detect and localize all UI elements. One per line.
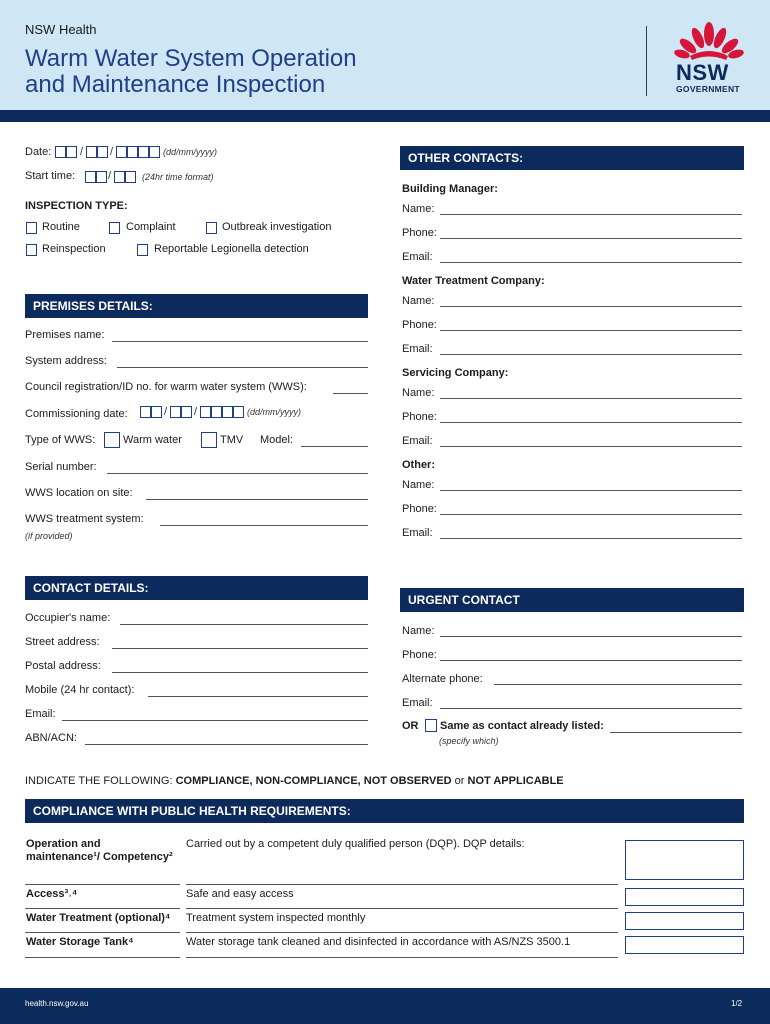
date-day-box[interactable]	[55, 146, 66, 158]
start-minute-box[interactable]	[114, 171, 125, 183]
start-time-label: Start time:	[25, 170, 76, 182]
row-divider	[186, 884, 618, 885]
urgent-name-label: Name:	[402, 625, 435, 637]
legionella-label: Reportable Legionella detection	[154, 243, 309, 255]
oth-email-field[interactable]	[440, 538, 742, 539]
date-separator: /	[164, 406, 168, 418]
postal-address-field[interactable]	[112, 672, 368, 673]
commission-year-box-4[interactable]	[233, 406, 244, 418]
wws-location-field[interactable]	[146, 499, 368, 500]
urgent-email-field[interactable]	[440, 708, 742, 709]
routine-label: Routine	[42, 221, 80, 233]
wtc-name-label: Name:	[402, 295, 435, 307]
model-field[interactable]	[301, 446, 368, 447]
occupier-name-field[interactable]	[120, 624, 368, 625]
warm-water-checkbox[interactable]	[104, 432, 120, 448]
tmv-label: TMV	[220, 434, 244, 446]
commissioning-date-label: Commissioning date:	[25, 408, 128, 420]
building-manager-heading: Building Manager:	[402, 183, 498, 195]
contact-details-banner: CONTACT DETAILS:	[25, 576, 368, 600]
outbreak-label: Outbreak investigation	[222, 221, 332, 233]
compliance-item-operation: Operation and maintenance¹/ Competency²	[26, 838, 173, 863]
commission-year-box-2[interactable]	[211, 406, 222, 418]
premises-details-banner: PREMISES DETAILS:	[25, 294, 368, 318]
indicate-options-b: NOT APPLICABLE	[467, 775, 564, 787]
complaint-checkbox[interactable]	[109, 222, 120, 234]
compliance-req-storage-tank: Water storage tank cleaned and disinfected in accordance with AS/NZS 3500.1	[186, 936, 571, 948]
compliance-req-access: Safe and easy access	[186, 888, 294, 900]
commission-year-box-3[interactable]	[222, 406, 233, 418]
urgent-phone-label: Phone:	[402, 649, 437, 661]
oth-name-field[interactable]	[440, 490, 742, 491]
oth-name-label: Name:	[402, 479, 435, 491]
row-divider	[25, 957, 180, 958]
start-minute-box-2[interactable]	[125, 171, 136, 183]
council-id-field[interactable]	[333, 393, 368, 394]
footer-url: health.nsw.gov.au	[25, 999, 89, 1008]
oth-phone-label: Phone:	[402, 503, 437, 515]
compliance-item-water-treatment: Water Treatment (optional)⁴	[26, 912, 171, 924]
wtc-email-label: Email:	[402, 343, 433, 355]
wws-treatment-field[interactable]	[160, 525, 368, 526]
row-divider	[25, 908, 180, 909]
wtc-email-field[interactable]	[440, 354, 742, 355]
date-month-box-2[interactable]	[97, 146, 108, 158]
reinspection-checkbox[interactable]	[26, 244, 37, 256]
same-as-label: Same as contact already listed:	[440, 720, 604, 732]
date-year-box-3[interactable]	[138, 146, 149, 158]
compliance-req-operation: Carried out by a competent duly qualified person (DQP). DQP details:	[186, 838, 525, 850]
commission-month-box-2[interactable]	[181, 406, 192, 418]
row-divider	[25, 884, 180, 885]
routine-checkbox[interactable]	[26, 222, 37, 234]
wtc-name-field[interactable]	[440, 306, 742, 307]
inspection-type-heading: INSPECTION TYPE:	[25, 200, 128, 212]
or-label: OR	[402, 720, 419, 732]
compliance-req-water-treatment: Treatment system inspected monthly	[186, 912, 366, 924]
servicing-company-heading: Servicing Company:	[402, 367, 509, 379]
street-address-label: Street address:	[25, 636, 100, 648]
indicate-prefix: INDICATE THE FOLLOWING:	[25, 775, 176, 787]
compliance-banner: COMPLIANCE WITH PUBLIC HEALTH REQUIREMENTS:	[25, 799, 744, 823]
sc-phone-field[interactable]	[440, 422, 742, 423]
council-id-label: Council registration/ID no. for warm water system (WWS):	[25, 381, 307, 393]
logo-subtitle: GOVERNMENT	[676, 84, 740, 94]
tmv-checkbox[interactable]	[201, 432, 217, 448]
page-footer	[0, 988, 770, 1024]
date-year-box-2[interactable]	[127, 146, 138, 158]
sc-email-label: Email:	[402, 435, 433, 447]
compliance-item-access: Access³˒⁴	[26, 888, 78, 900]
date-separator: /	[80, 146, 84, 158]
row-divider	[186, 957, 618, 958]
bm-phone-field[interactable]	[440, 238, 742, 239]
wtc-phone-field[interactable]	[440, 330, 742, 331]
outbreak-checkbox[interactable]	[206, 222, 217, 234]
bm-email-label: Email:	[402, 251, 433, 263]
abn-acn-label: ABN/ACN:	[25, 732, 77, 744]
commission-year-box[interactable]	[200, 406, 211, 418]
commission-month-box[interactable]	[170, 406, 181, 418]
commission-day-box[interactable]	[140, 406, 151, 418]
indicate-or: or	[451, 775, 468, 787]
oth-email-label: Email:	[402, 527, 433, 539]
sc-name-label: Name:	[402, 387, 435, 399]
date-format-hint: (dd/mm/yyyy)	[163, 147, 217, 157]
wws-location-label: WWS location on site:	[25, 487, 133, 499]
date-year-box-4[interactable]	[149, 146, 160, 158]
complaint-label: Complaint	[126, 221, 176, 233]
urgent-contact-banner: URGENT CONTACT	[400, 588, 744, 612]
date-label: Date:	[25, 146, 52, 158]
legionella-checkbox[interactable]	[137, 244, 148, 256]
specify-hint: (specify which)	[439, 736, 499, 746]
compliance-response-water-treatment[interactable]	[625, 912, 744, 930]
wtc-phone-label: Phone:	[402, 319, 437, 331]
occupier-name-label: Occupier's name:	[25, 612, 111, 624]
indicate-options-a: COMPLIANCE, NON-COMPLIANCE, NOT OBSERVED	[175, 775, 452, 787]
urgent-phone-field[interactable]	[440, 660, 742, 661]
abn-acn-field[interactable]	[85, 744, 368, 745]
oth-phone-field[interactable]	[440, 514, 742, 515]
date-day-box-2[interactable]	[66, 146, 77, 158]
bm-name-field[interactable]	[440, 214, 742, 215]
wws-type-label: Type of WWS:	[25, 434, 96, 446]
urgent-alt-phone-field[interactable]	[494, 684, 742, 685]
urgent-email-label: Email:	[402, 697, 433, 709]
water-treatment-company-heading: Water Treatment Company:	[402, 275, 545, 287]
other-contacts-banner: OTHER CONTACTS:	[400, 146, 744, 170]
other-heading: Other:	[402, 459, 435, 471]
urgent-name-field[interactable]	[440, 636, 742, 637]
header-divider-line	[646, 26, 647, 96]
time-format-hint: (24hr time format)	[142, 172, 214, 182]
system-address-label: System address:	[25, 355, 107, 367]
compliance-response-storage-tank[interactable]	[625, 936, 744, 954]
bm-phone-label: Phone:	[402, 227, 437, 239]
serial-number-field[interactable]	[107, 473, 368, 474]
row-divider	[186, 908, 618, 909]
sc-email-field[interactable]	[440, 446, 742, 447]
row-divider	[25, 932, 180, 933]
row-divider	[186, 932, 618, 933]
mobile-label: Mobile (24 hr contact):	[25, 684, 135, 696]
street-address-field[interactable]	[112, 648, 368, 649]
same-as-checkbox[interactable]	[425, 719, 437, 732]
premises-name-label: Premises name:	[25, 329, 105, 341]
postal-address-label: Postal address:	[25, 660, 101, 672]
organisation-name: NSW Health	[25, 22, 97, 37]
contact-email-field[interactable]	[62, 720, 368, 721]
reinspection-label: Reinspection	[42, 243, 106, 255]
start-hour-box[interactable]	[85, 171, 96, 183]
bm-name-label: Name:	[402, 203, 435, 215]
compliance-response-operation[interactable]	[625, 840, 744, 880]
treatment-hint: (if provided)	[25, 531, 73, 541]
commissioning-format-hint: (dd/mm/yyyy)	[247, 407, 301, 417]
compliance-response-access[interactable]	[625, 888, 744, 906]
compliance-item-storage-tank: Water Storage Tank⁴	[26, 936, 134, 948]
bm-email-field[interactable]	[440, 262, 742, 263]
header-divider-bar	[0, 110, 770, 122]
system-address-field[interactable]	[117, 367, 368, 368]
date-month-box[interactable]	[86, 146, 97, 158]
date-separator: /	[110, 146, 114, 158]
mobile-field[interactable]	[148, 696, 368, 697]
page-title: Warm Water System Operation and Maintenance Inspection	[25, 45, 357, 98]
sc-phone-label: Phone:	[402, 411, 437, 423]
same-as-field[interactable]	[610, 732, 742, 733]
indicate-instruction	[25, 775, 564, 787]
date-separator: /	[194, 406, 198, 418]
model-label: Model:	[260, 434, 294, 446]
page-number: 1/2	[731, 999, 743, 1008]
logo-wordmark: NSW	[676, 60, 729, 85]
urgent-alt-phone-label: Alternate phone:	[402, 673, 483, 685]
commission-day-box-2[interactable]	[151, 406, 162, 418]
time-separator: /	[108, 170, 112, 182]
start-hour-box-2[interactable]	[96, 171, 107, 183]
wws-treatment-label: WWS treatment system:	[25, 513, 144, 525]
serial-number-label: Serial number:	[25, 461, 97, 473]
warm-water-label: Warm water	[123, 434, 182, 446]
sc-name-field[interactable]	[440, 398, 742, 399]
premises-name-field[interactable]	[112, 341, 368, 342]
contact-email-label: Email:	[25, 708, 56, 720]
date-year-box[interactable]	[116, 146, 127, 158]
